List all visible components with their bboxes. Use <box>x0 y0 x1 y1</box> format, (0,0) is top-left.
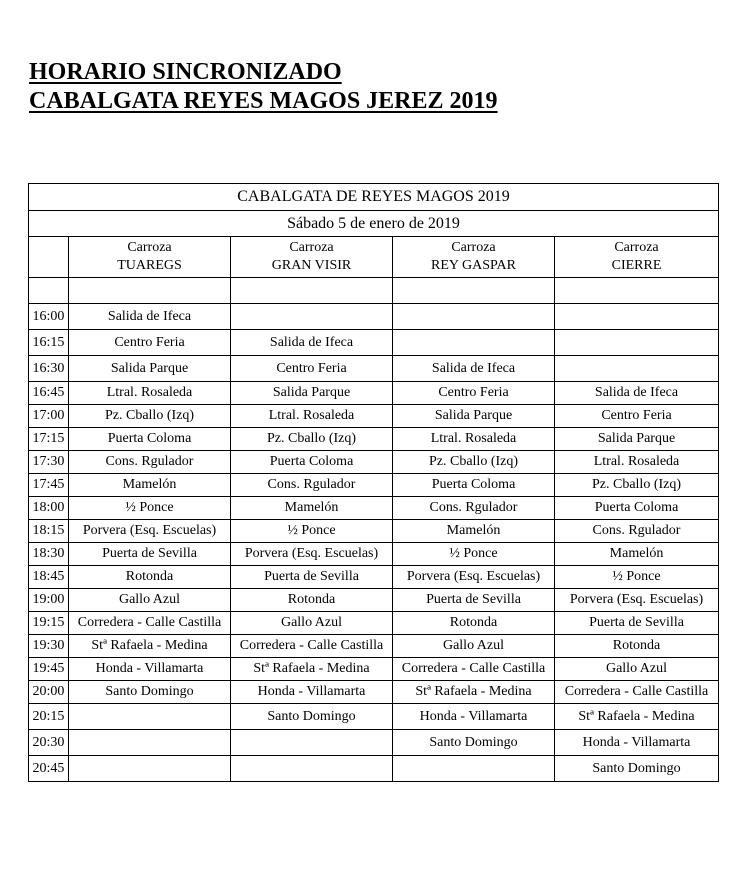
stop-cell: Puerta Coloma <box>393 474 555 497</box>
stop-cell: Salida de Ifeca <box>393 356 555 382</box>
time-cell: 20:15 <box>29 704 69 730</box>
time-column-header <box>29 237 69 278</box>
stop-cell: Gallo Azul <box>231 612 393 635</box>
stop-cell: Gallo Azul <box>393 635 555 658</box>
stop-cell <box>555 304 719 330</box>
stop-cell: Puerta Coloma <box>69 428 231 451</box>
empty-cell <box>69 278 231 304</box>
stop-cell: Salida de Ifeca <box>69 304 231 330</box>
table-row <box>29 428 719 451</box>
stop-cell: ½ Ponce <box>393 543 555 566</box>
table-row <box>29 543 719 566</box>
stop-cell <box>555 330 719 356</box>
table-row <box>29 382 719 405</box>
stop-cell: Ltral. Rosaleda <box>69 382 231 405</box>
time-cell: 20:30 <box>29 730 69 756</box>
stop-cell: Porvera (Esq. Escuelas) <box>231 543 393 566</box>
stop-cell: Corredera - Calle Castilla <box>231 635 393 658</box>
stop-cell: Salida Parque <box>393 405 555 428</box>
table-row <box>29 589 719 612</box>
stop-cell: Santo Domingo <box>69 681 231 704</box>
table-row <box>29 356 719 382</box>
stop-cell: Centro Feria <box>555 405 719 428</box>
stop-cell: Salida Parque <box>555 428 719 451</box>
table-row <box>29 730 719 756</box>
table-row <box>29 497 719 520</box>
time-cell: 19:45 <box>29 658 69 681</box>
stop-cell: Centro Feria <box>231 356 393 382</box>
table-row <box>29 612 719 635</box>
stop-cell: Ltral. Rosaleda <box>393 428 555 451</box>
stop-cell: Puerta de Sevilla <box>231 566 393 589</box>
column-header-label: Carroza <box>127 240 172 255</box>
column-header-name: TUAREGS <box>117 258 182 273</box>
stop-cell: Pz. Cballo (Izq) <box>69 405 231 428</box>
stop-cell <box>393 304 555 330</box>
stop-cell: Salida de Ifeca <box>231 330 393 356</box>
table-title: CABALGATA DE REYES MAGOS 2019 <box>29 184 719 211</box>
stop-cell <box>555 356 719 382</box>
stop-cell: Stª Rafaela - Medina <box>393 681 555 704</box>
stop-cell: Santo Domingo <box>231 704 393 730</box>
column-header-cierre <box>555 237 719 278</box>
stop-cell: Santo Domingo <box>393 730 555 756</box>
stop-cell: Pz. Cballo (Izq) <box>555 474 719 497</box>
table-row <box>29 658 719 681</box>
stop-cell: Puerta Coloma <box>555 497 719 520</box>
schedule-table <box>28 183 719 782</box>
table-row <box>29 304 719 330</box>
table-row <box>29 405 719 428</box>
time-cell: 16:00 <box>29 304 69 330</box>
stop-cell: Rotonda <box>555 635 719 658</box>
stop-cell: Salida de Ifeca <box>555 382 719 405</box>
document-title <box>29 58 498 116</box>
stop-cell: Cons. Rgulador <box>555 520 719 543</box>
column-header-name: CIERRE <box>611 258 662 273</box>
stop-cell: Rotonda <box>231 589 393 612</box>
table-row <box>29 756 719 782</box>
stop-cell <box>231 756 393 782</box>
time-cell: 17:15 <box>29 428 69 451</box>
stop-cell <box>69 756 231 782</box>
stop-cell: Pz. Cballo (Izq) <box>231 428 393 451</box>
table-row <box>29 451 719 474</box>
stop-cell: Porvera (Esq. Escuelas) <box>393 566 555 589</box>
stop-cell: Honda - Villamarta <box>393 704 555 730</box>
stop-cell: Ltral. Rosaleda <box>555 451 719 474</box>
column-header-name: GRAN VISIR <box>271 258 352 273</box>
stop-cell <box>393 330 555 356</box>
document-title-line-2: CABALGATA REYES MAGOS JEREZ 2019 <box>29 88 498 114</box>
table-date-row <box>29 211 719 237</box>
stop-cell <box>231 304 393 330</box>
stop-cell: Puerta de Sevilla <box>393 589 555 612</box>
stop-cell: Salida Parque <box>69 356 231 382</box>
stop-cell: Honda - Villamarta <box>555 730 719 756</box>
time-cell: 16:30 <box>29 356 69 382</box>
stop-cell: Rotonda <box>69 566 231 589</box>
stop-cell <box>69 730 231 756</box>
time-cell: 16:45 <box>29 382 69 405</box>
table-date: Sábado 5 de enero de 2019 <box>29 211 719 237</box>
stop-cell: Porvera (Esq. Escuelas) <box>69 520 231 543</box>
stop-cell: Puerta de Sevilla <box>69 543 231 566</box>
stop-cell: Cons. Rgulador <box>393 497 555 520</box>
time-cell: 18:45 <box>29 566 69 589</box>
time-cell: 19:30 <box>29 635 69 658</box>
stop-cell: Pz. Cballo (Izq) <box>393 451 555 474</box>
stop-cell: Stª Rafaela - Medina <box>69 635 231 658</box>
stop-cell: Gallo Azul <box>69 589 231 612</box>
stop-cell: Cons. Rgulador <box>69 451 231 474</box>
stop-cell: Stª Rafaela - Medina <box>555 704 719 730</box>
empty-cell <box>393 278 555 304</box>
empty-cell <box>555 278 719 304</box>
empty-cell <box>231 278 393 304</box>
stop-cell: Cons. Rgulador <box>231 474 393 497</box>
column-header-rey-gaspar <box>393 237 555 278</box>
document-title-line-1: HORARIO SINCRONIZADO <box>29 59 342 85</box>
table-row <box>29 635 719 658</box>
table-row <box>29 330 719 356</box>
table-row <box>29 704 719 730</box>
stop-cell: Honda - Villamarta <box>231 681 393 704</box>
time-cell: 20:00 <box>29 681 69 704</box>
stop-cell: Centro Feria <box>69 330 231 356</box>
column-header-label: Carroza <box>289 240 334 255</box>
stop-cell: Salida Parque <box>231 382 393 405</box>
empty-cell <box>29 278 69 304</box>
time-cell: 19:00 <box>29 589 69 612</box>
column-header-tuaregs <box>69 237 231 278</box>
column-header-label: Carroza <box>451 240 496 255</box>
time-cell: 17:00 <box>29 405 69 428</box>
stop-cell <box>231 730 393 756</box>
time-cell: 18:30 <box>29 543 69 566</box>
stop-cell: Stª Rafaela - Medina <box>231 658 393 681</box>
stop-cell: Gallo Azul <box>555 658 719 681</box>
stop-cell: Porvera (Esq. Escuelas) <box>555 589 719 612</box>
time-cell: 20:45 <box>29 756 69 782</box>
stop-cell: Mamelón <box>231 497 393 520</box>
stop-cell: Honda - Villamarta <box>69 658 231 681</box>
column-header-row <box>29 237 719 278</box>
time-cell: 17:45 <box>29 474 69 497</box>
time-cell: 18:15 <box>29 520 69 543</box>
stop-cell <box>393 756 555 782</box>
stop-cell: Santo Domingo <box>555 756 719 782</box>
time-cell: 17:30 <box>29 451 69 474</box>
column-header-label: Carroza <box>614 240 659 255</box>
stop-cell: ½ Ponce <box>69 497 231 520</box>
stop-cell <box>69 704 231 730</box>
stop-cell: Ltral. Rosaleda <box>231 405 393 428</box>
stop-cell: Mamelón <box>555 543 719 566</box>
time-cell: 16:15 <box>29 330 69 356</box>
stop-cell: Puerta Coloma <box>231 451 393 474</box>
stop-cell: ½ Ponce <box>231 520 393 543</box>
stop-cell: Mamelón <box>393 520 555 543</box>
table-row <box>29 520 719 543</box>
time-cell: 19:15 <box>29 612 69 635</box>
stop-cell: Corredera - Calle Castilla <box>69 612 231 635</box>
stop-cell: Puerta de Sevilla <box>555 612 719 635</box>
stop-cell: Mamelón <box>69 474 231 497</box>
stop-cell: Centro Feria <box>393 382 555 405</box>
table-row <box>29 474 719 497</box>
table-row <box>29 566 719 589</box>
time-cell: 18:00 <box>29 497 69 520</box>
stop-cell: Rotonda <box>393 612 555 635</box>
spacer-row <box>29 278 719 304</box>
stop-cell: Corredera - Calle Castilla <box>393 658 555 681</box>
table-row <box>29 681 719 704</box>
stop-cell: Corredera - Calle Castilla <box>555 681 719 704</box>
stop-cell: ½ Ponce <box>555 566 719 589</box>
column-header-name: REY GASPAR <box>431 258 516 273</box>
column-header-gran-visir <box>231 237 393 278</box>
table-title-row <box>29 184 719 211</box>
